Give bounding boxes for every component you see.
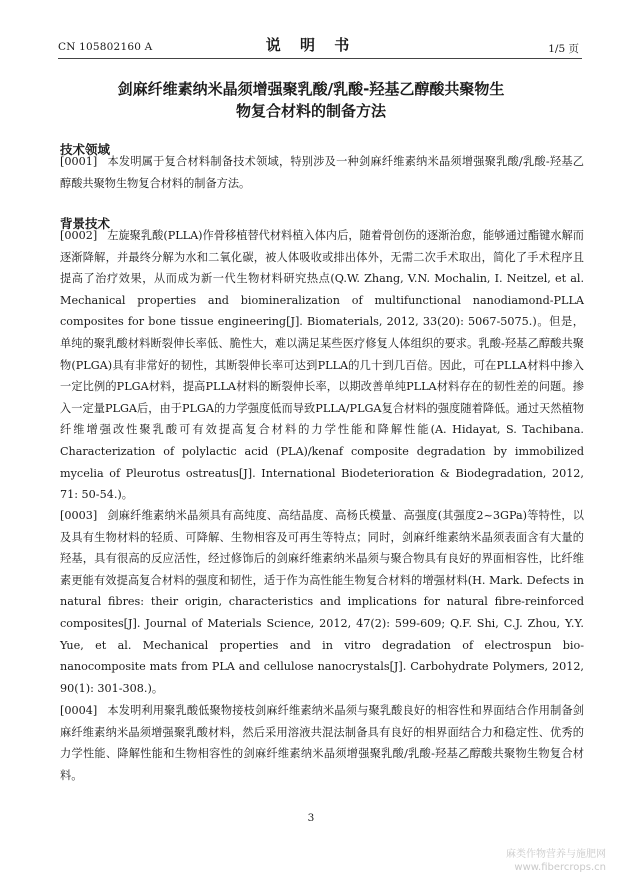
paragraph-id: [0001] (60, 155, 98, 168)
paragraph-text: 左旋聚乳酸(PLLA)作骨移植替代材料植入体内后，随着骨创伤的逐渐治愈，能够通过酯键水解而逐渐降解，并最终分解为水和二氧化碳，被人体吸收或排出体外，无需二次手术取出，简化了手术程序且提高了治疗效果，从而成为新一代生物材料研究热点(Q.W. Zhang, V.N. Mochalin, I. Neitzel, et al. Mechanical properties and biomineralization of multifunctional nanodiamond-PLLA composites for bone tissue engineering[J]. Biomaterials, 2012, 33(20): 5067-5075.)。但是，单纯的聚乳酸材料断裂伸长率低、脆性大，难以满足某些医疗修复人体组织的要求。乳酸-羟基乙醇酸共聚物(PLGA)具有非常好的韧性，其断裂伸长率可达到PLLA的几十到几百倍。因此，可在PLLA材料中掺入一定比例的PLGA材料，提高PLLA材料的断裂伸长率，以期改善单纯PLLA材料存在的韧性差的问题。掺入一定量PLGA后，由于PLGA的力学强度低而导致PLLA/PLGA复合材料的强度随着降低。通过天然植物纤维增强改性聚乳酸可有效提高复合材料的力学性能和降解性能(A. Hidayat, S. Tachibana. Characterization of polylactic acid (PLA)/kenaf composite degradation by immobilized mycelia of Pleurotus ostreatus[J]. International Biodeterioration & Biodegradation, 2012, 71: 50-54.)。 (60, 229, 584, 502)
paragraph-id: [0003] (60, 509, 98, 522)
paragraph-text: 本发明利用聚乳酸低聚物接枝剑麻纤维素纳米晶须与聚乳酸良好的相容性和界面结合作用制备剑麻纤维素纳米晶须增强聚乳酸材料，然后采用溶液共混法制备具有良好的相界面结合力和稳定性、优秀的力学性能、降解性能和生物相容性的剑麻纤维素纳米晶须增强聚乳酸/乳酸-羟基乙醇酸共聚物生物复合材料。 (60, 704, 584, 782)
header-divider (58, 58, 582, 59)
site-watermark (506, 848, 606, 874)
paragraph-id: [0004] (60, 704, 98, 717)
section-heading-tech-field: 技术领域 (60, 142, 111, 157)
invention-title (40, 78, 582, 122)
paragraph-text: 剑麻纤维素纳米晶须具有高纯度、高结晶度、高杨氏模量、高强度(其强度2~3GPa)等特性，以及具有生物材料的轻质、可降解、生物相容及可再生等特点；同时，剑麻纤维素纳米晶须表面含有大量的羟基，具有很高的反应活性，经过修饰后的剑麻纤维素纳米晶须与聚合物具有良好的界面相容性，比纤维素更能有效提高复合材料的强度和韧性，适于作为高性能生物复合材料的增强材料(H. Mark. Defects in natural fibres: their origin, characteristics and implications for natural fibre-reinforced composites[J]. Journal of Materials Science, 2012, 47(2): 599-609; Q.F. Shi, C.J. Zhou, Y.Y. Yue, et al. Mechanical properties and in vitro degradation of electrospun bio-nanocomposite mats from PLA and cellulose nanocrystals[J]. Carbohydrate Polymers, 2012, 90(1): 301-308.)。 (60, 509, 584, 695)
paragraph-0003 (60, 505, 584, 699)
watermark-line-2: www.fibercrops.cn (514, 862, 606, 873)
page-number: 3 (307, 812, 315, 824)
paragraph-text: 本发明属于复合材料制备技术领域，特别涉及一种剑麻纤维素纳米晶须增强聚乳酸/乳酸-羟基乙醇酸共聚物生物复合材料的制备方法。 (60, 155, 584, 190)
watermark-line-1: 麻类作物营养与施肥网 (506, 849, 606, 860)
paragraph-0001 (60, 151, 584, 194)
document-type-heading: 说 明 书 (265, 36, 357, 54)
paragraph-id: [0002] (60, 229, 98, 242)
paragraph-0002 (60, 225, 584, 506)
title-line-2: 物复合材料的制备方法 (235, 102, 386, 120)
section-heading-background: 背景技术 (60, 216, 111, 231)
patent-number: CN 105802160 A (58, 41, 153, 53)
paragraph-0004 (60, 700, 584, 786)
page-indicator: 1/5 页 (548, 43, 579, 55)
title-line-1: 剑麻纤维素纳米晶须增强聚乳酸/乳酸-羟基乙醇酸共聚物生 (117, 80, 505, 98)
